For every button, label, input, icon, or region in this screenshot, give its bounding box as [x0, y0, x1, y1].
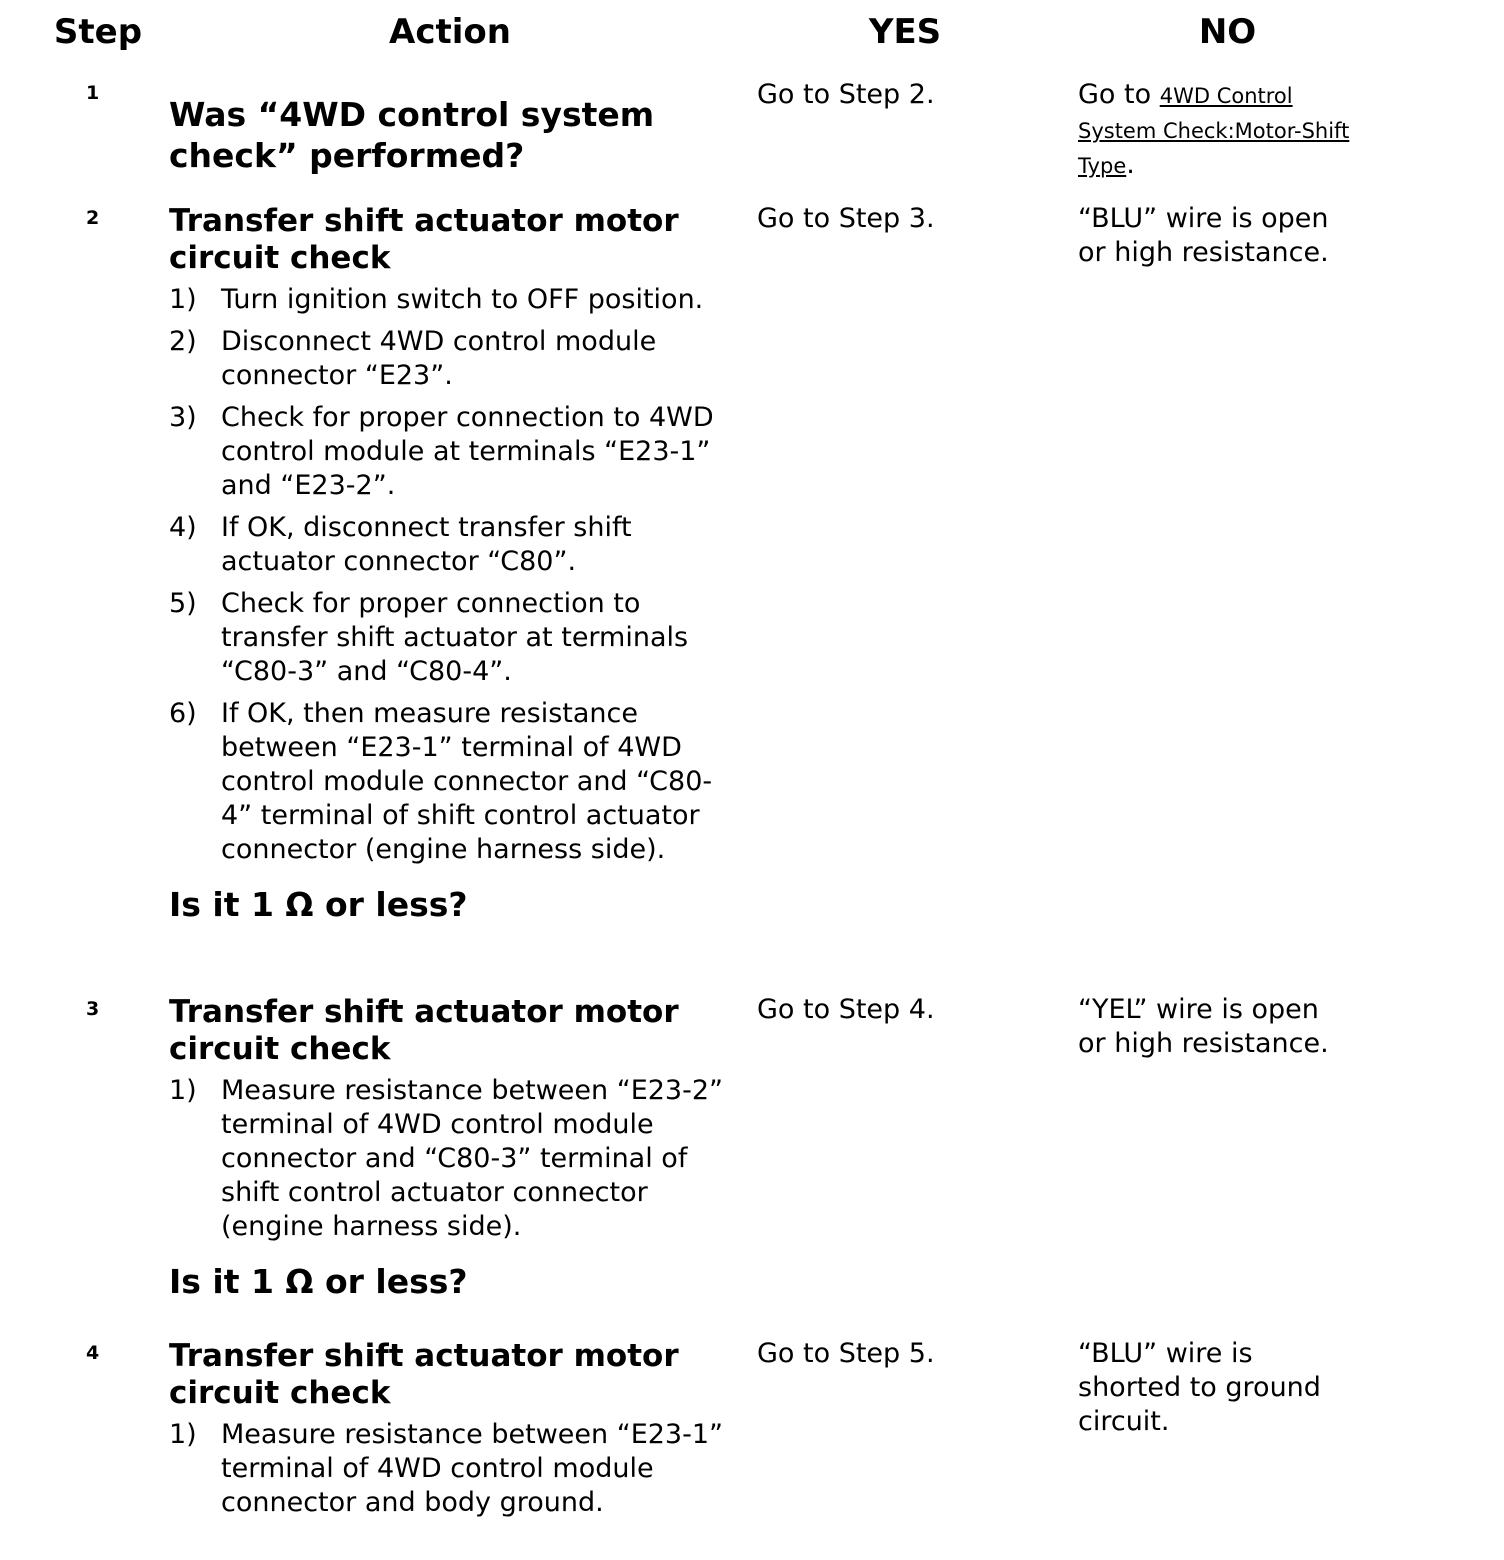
header-step: Step	[53, 12, 143, 52]
step-number: 4	[86, 1342, 100, 1364]
substep-item	[169, 325, 739, 393]
substep-list	[169, 1418, 739, 1520]
header-yes: YES	[868, 12, 942, 52]
substep-item	[169, 697, 739, 867]
link-line: Type	[1078, 154, 1127, 178]
yes-cell: Go to Step 5.	[757, 1338, 935, 1369]
substep-item	[169, 401, 739, 503]
substep-text: Measure resistance between “E23-2” terminal of 4WD control module connector and “C80-3” terminal of shift control actuator connector (engine harness side).	[221, 1075, 724, 1242]
substep-item	[169, 587, 739, 689]
no-line: or high resistance.	[1078, 1028, 1329, 1059]
no-line: shorted to ground	[1078, 1372, 1321, 1403]
substep-number: 6)	[169, 698, 197, 729]
no-line: circuit.	[1078, 1406, 1170, 1437]
action-title	[169, 203, 739, 277]
action-cell	[169, 203, 739, 925]
substep-item	[169, 1418, 739, 1520]
link-line: 4WD Control	[1159, 84, 1293, 108]
step-number: 2	[86, 207, 100, 229]
substep-number: 4)	[169, 512, 197, 543]
substep-item	[169, 1074, 739, 1244]
substep-number: 5)	[169, 588, 197, 619]
yes-cell: Go to Step 2.	[757, 79, 935, 110]
title-line: check” performed?	[169, 136, 525, 175]
substep-item	[169, 283, 739, 317]
substep-text: Turn ignition switch to OFF position.	[221, 284, 704, 315]
substep-number: 1)	[169, 284, 197, 315]
yes-cell: Go to Step 4.	[757, 994, 935, 1025]
title-line: Transfer shift actuator motor	[169, 994, 679, 1030]
title-line: Transfer shift actuator motor	[169, 1338, 679, 1374]
no-cell	[1078, 202, 1378, 270]
substep-number: 3)	[169, 402, 197, 433]
substep-text: If OK, then measure resistance between “E23-1” terminal of 4WD control module connector and “C80-4” terminal of shift control actuator connector (engine harness side).	[221, 698, 713, 865]
action-cell	[169, 994, 739, 1302]
title-line: circuit check	[169, 240, 391, 276]
action-title	[169, 94, 739, 176]
substep-item	[169, 511, 739, 579]
no-cell	[1078, 1337, 1378, 1439]
title-line: circuit check	[169, 1375, 391, 1411]
no-line: or high resistance.	[1078, 237, 1329, 268]
no-line: “YEL” wire is open	[1078, 994, 1319, 1025]
step-number: 3	[86, 998, 100, 1020]
action-question: Is it 1 Ω or less?	[169, 885, 468, 924]
substep-text: Check for proper connection to transfer shift actuator at terminals “C80-3” and “C80-4”.	[221, 588, 689, 687]
action-cell	[169, 1338, 739, 1528]
no-suffix: .	[1126, 149, 1135, 180]
action-question: Is it 1 Ω or less?	[169, 1262, 468, 1301]
yes-cell: Go to Step 3.	[757, 203, 935, 234]
substep-text: If OK, disconnect transfer shift actuator connector “C80”.	[221, 512, 632, 577]
title-line: Was “4WD control system	[169, 95, 655, 134]
action-cell	[169, 94, 739, 176]
substep-number: 1)	[169, 1075, 197, 1106]
title-line: Transfer shift actuator motor	[169, 203, 679, 239]
no-line: “BLU” wire is	[1078, 1338, 1253, 1369]
no-prefix: Go to	[1078, 79, 1160, 110]
substep-list	[169, 283, 739, 867]
substep-text: Measure resistance between “E23-1” terminal of 4WD control module connector and body ground.	[221, 1419, 724, 1518]
title-line: circuit check	[169, 1031, 391, 1067]
substep-number: 2)	[169, 326, 197, 357]
action-title	[169, 1338, 739, 1412]
header-action: Action	[389, 12, 511, 52]
action-title	[169, 994, 739, 1068]
substep-list	[169, 1074, 739, 1244]
substep-text: Disconnect 4WD control module connector “E23”.	[221, 326, 657, 391]
no-cell	[1078, 993, 1378, 1061]
step-number: 1	[86, 82, 100, 104]
substep-text: Check for proper connection to 4WD control module at terminals “E23-1” and “E23-2”.	[221, 402, 714, 501]
no-line: “BLU” wire is open	[1078, 203, 1329, 234]
no-cell	[1078, 78, 1378, 183]
link-line: System Check:Motor-Shift	[1078, 119, 1350, 143]
header-no: NO	[1198, 12, 1257, 52]
substep-number: 1)	[169, 1419, 197, 1450]
